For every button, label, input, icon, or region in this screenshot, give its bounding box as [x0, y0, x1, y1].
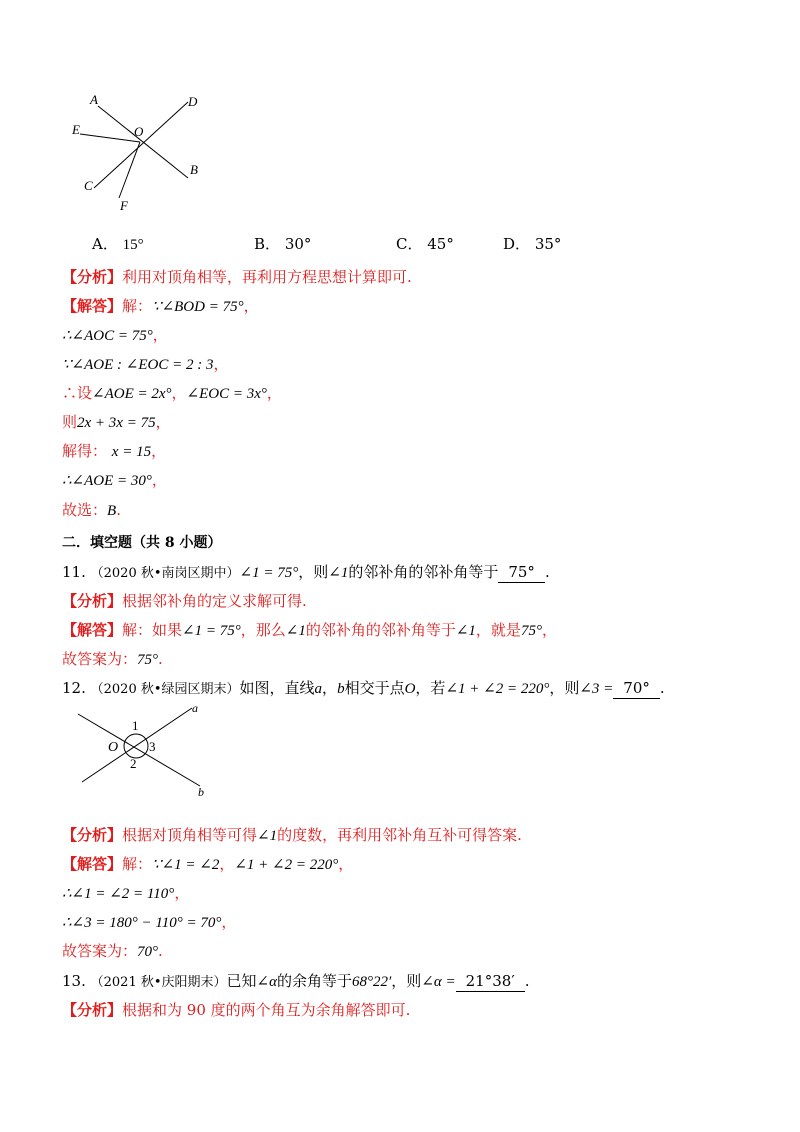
sol-text: 故答案为：: [62, 650, 138, 668]
sol-expr: ∠EOC = 3x°: [186, 386, 267, 402]
question-number: 13.: [62, 972, 86, 990]
label-C: C: [84, 178, 93, 193]
sol-expr: ∠1: [285, 623, 306, 639]
sol-comma: ，: [171, 384, 187, 402]
sol-expr: ∵∠AOE : ∠EOC = 2 : 3: [62, 357, 214, 373]
choice-d: [503, 234, 561, 254]
stem-text: ，则: [298, 563, 329, 581]
sol-expr: ∠1: [455, 623, 476, 639]
stem-expr: b: [337, 681, 345, 697]
sol-expr: x = 15: [111, 444, 152, 460]
sol-comma: ，: [155, 413, 171, 431]
sol-text: ，: [541, 621, 557, 639]
q10-solution-line5: [62, 412, 171, 433]
stem-expr: ∠3 =: [579, 681, 614, 697]
q12-analysis: [62, 825, 522, 846]
analysis-text: 利用对顶角相等，再利用方程思想计算即可.: [122, 268, 412, 286]
sol-comma: ，: [174, 884, 190, 902]
q12-final: [62, 941, 163, 962]
choice-value: 15°: [122, 237, 144, 253]
solution-tag: 【解答】: [62, 297, 123, 315]
label-O: O: [108, 740, 119, 755]
sol-expr: B: [107, 503, 117, 519]
angle-figure-1: [62, 90, 222, 215]
intersecting-lines-figure: [74, 702, 214, 798]
analysis-text: 根据和为 90 度的两个角互为余角解答即可.: [122, 1001, 411, 1019]
q10-solution-line2: [62, 325, 168, 346]
sol-expr: 70°: [137, 944, 159, 960]
sol-expr: ∴∠1 = ∠2 = 110°: [62, 886, 175, 902]
sol-text: ，就是: [475, 621, 521, 639]
stem-expr: ∠1 = 75°: [239, 565, 299, 581]
sol-comma: ，: [219, 855, 235, 873]
sol-expr: ∴∠AOE = 30°: [62, 473, 152, 489]
analysis-expr: ∠1: [257, 828, 278, 844]
sol-comma: ，: [338, 855, 354, 873]
line-ab: [98, 106, 188, 178]
sol-intro: 解：: [122, 297, 153, 315]
analysis-tag: 【分析】: [62, 592, 123, 610]
answer-value: 70°: [623, 679, 650, 697]
line-cd: [94, 102, 188, 188]
analysis-tag: 【分析】: [62, 1001, 123, 1019]
sol-text: 解得：: [62, 442, 108, 460]
q13-analysis: [62, 1000, 410, 1020]
stem-expr: ∠α: [256, 974, 277, 990]
stem-text: 的邻补角的邻补角等于: [348, 563, 499, 581]
q10-solution-line4: [62, 383, 282, 404]
sol-text: 解：如果: [122, 621, 183, 639]
analysis-text: 根据邻补角的定义求解可得.: [122, 592, 307, 610]
sol-expr: ∴∠3 = 180° − 110° = 70°: [62, 915, 222, 931]
ray-oe: [80, 134, 140, 142]
sol-text: 故选：: [62, 501, 108, 519]
question-source: （2020 秋•南岗区期中）: [90, 566, 240, 581]
choice-letter: B．: [254, 235, 281, 253]
q11-stem: 11. （2020 秋•南岗区期中）∠1 = 75°，则∠1的邻补角的邻补角等于 75° .: [62, 563, 550, 581]
choice-value: 30°: [284, 235, 312, 253]
analysis-text: 根据对顶角相等可得: [122, 826, 258, 844]
sol-comma: ，: [243, 297, 259, 315]
sol-text: ，那么: [240, 621, 286, 639]
q10-solution-line8: [62, 500, 121, 521]
label-F: F: [120, 198, 128, 213]
sol-expr: 75°: [520, 623, 542, 639]
label-D: D: [188, 94, 198, 109]
sol-text: 故答案为：: [62, 942, 138, 960]
sol-expr: 2x + 3x = 75: [77, 415, 156, 431]
answer-blank: [456, 971, 525, 992]
q13-stem: 13. （2021 秋•庆阳期末）已知∠α的余角等于68°22′，则∠α = 21°38′ .: [62, 972, 530, 990]
label-E: E: [72, 122, 80, 137]
q11-solution: [62, 620, 557, 641]
stem-text: 如图，直线: [239, 679, 315, 697]
q11-final: [62, 649, 163, 670]
choice-letter: A．: [92, 235, 118, 253]
analysis-tag: 【分析】: [62, 268, 123, 286]
ray-of: [119, 142, 140, 198]
sol-expr: ∠1 + ∠2 = 220°: [234, 857, 339, 873]
stem-expr: 68°22′: [352, 974, 392, 990]
sol-expr: ∠1 = 75°: [182, 623, 241, 639]
stem-text: ，若: [415, 679, 446, 697]
choice-letter: C．: [396, 235, 423, 253]
label-A: A: [90, 92, 98, 107]
question-source: （2020 秋•绿园区期末）: [90, 682, 240, 697]
sol-expr: 75°: [137, 652, 159, 668]
stem-text: ，: [322, 679, 338, 697]
answer-blank: [613, 678, 660, 699]
solution-tag: 【解答】: [62, 855, 123, 873]
sol-comma: ，: [152, 326, 168, 344]
analysis-tag: 【分析】: [62, 826, 123, 844]
sol-comma: ，: [213, 355, 229, 373]
label-B: B: [190, 162, 198, 177]
q10-solution-line7: [62, 470, 167, 491]
sol-expr: ∵∠BOD = 75°: [152, 299, 244, 315]
label-angle-2: 2: [130, 756, 137, 771]
stem-text: ，则: [549, 679, 580, 697]
solution-tag: 【解答】: [62, 621, 123, 639]
stem-text: 已知: [226, 972, 257, 990]
answer-blank: [498, 562, 545, 583]
q10-solution-line3: [62, 354, 228, 375]
sol-expr: ∵∠1 = ∠2: [152, 857, 220, 873]
sol-text: 则: [62, 413, 78, 431]
stem-text: 相交于点: [344, 679, 405, 697]
stem-expr: a: [314, 681, 323, 697]
choice-c: [396, 234, 454, 254]
sol-text: ∴设: [62, 384, 93, 402]
choice-a: [92, 234, 144, 255]
stem-expr: O: [404, 681, 416, 697]
label-angle-3: 3: [149, 739, 156, 754]
label-angle-1: 1: [132, 718, 139, 733]
q10-analysis: [62, 267, 412, 287]
sol-comma: ，: [151, 442, 167, 460]
sol-period: .: [158, 942, 163, 960]
q10-solution-line6: [62, 441, 166, 462]
q10-solution-line1: [62, 296, 259, 317]
line-b: [78, 714, 200, 786]
stem-expr: ∠1: [328, 565, 349, 581]
sol-period: .: [116, 501, 121, 519]
analysis-text: 的度数，再利用邻补角互补可得答案.: [277, 826, 522, 844]
sol-comma: ，: [221, 913, 237, 931]
answer-value: 75°: [508, 563, 535, 581]
sol-comma: ，: [151, 471, 167, 489]
choice-value: 35°: [534, 235, 562, 253]
sol-expr: ∠AOE = 2x°: [92, 386, 172, 402]
question-source: （2021 秋•庆阳期末）: [90, 975, 227, 990]
sol-comma: ，: [266, 384, 282, 402]
q12-solution-line3: [62, 912, 236, 933]
q12-solution-line1: [62, 854, 353, 875]
answer-value: 21°38′: [465, 972, 515, 990]
question-number: 11.: [62, 563, 86, 581]
q12-solution-line2: [62, 883, 189, 904]
sol-period: .: [158, 650, 163, 668]
label-b: b: [198, 785, 204, 798]
sol-text: 解：: [122, 855, 153, 873]
q12-stem: 12. （2020 秋•绿园区期末）如图，直线a，b相交于点O，若∠1 + ∠2 = 220°，则∠3 = 70° .: [62, 679, 665, 697]
section-heading: 二．填空题（共 8 小题）: [62, 535, 222, 551]
question-number: 12.: [62, 679, 86, 697]
q11-analysis: [62, 591, 307, 611]
stem-text: 的余角等于: [277, 972, 353, 990]
choice-letter: D．: [503, 235, 531, 253]
stem-expr: ∠1 + ∠2 = 220°: [445, 681, 550, 697]
choice-value: 45°: [427, 235, 454, 253]
label-O: O: [134, 124, 144, 139]
sol-text: 的邻补角的邻补角等于: [305, 621, 456, 639]
label-a: a: [192, 702, 198, 715]
stem-text: ，则: [391, 972, 422, 990]
choice-b: [254, 234, 311, 254]
stem-expr: ∠α =: [421, 974, 456, 990]
sol-expr: ∴∠AOC = 75°: [62, 328, 153, 344]
